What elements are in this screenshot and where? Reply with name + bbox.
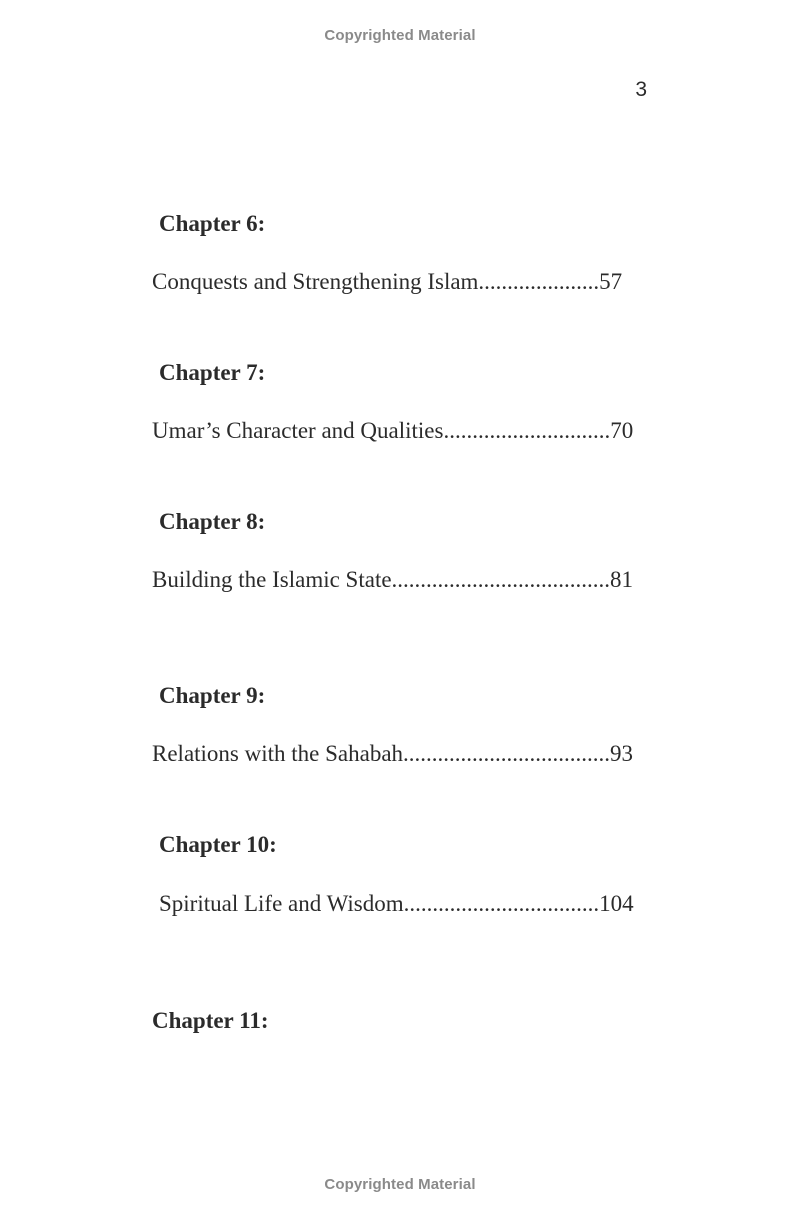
- toc-entry: Spiritual Life and Wisdom..................................104: [159, 891, 634, 916]
- copyright-watermark-bottom: Copyrighted Material: [324, 1176, 476, 1193]
- chapter-heading: Chapter 11:: [152, 1008, 269, 1033]
- chapter-heading: Chapter 9:: [159, 683, 266, 708]
- chapter-heading: Chapter 6:: [159, 211, 266, 236]
- toc-entry: Building the Islamic State......................................81: [152, 567, 634, 592]
- chapter-heading: Chapter 10:: [159, 832, 277, 857]
- page-number: 3: [635, 78, 647, 101]
- toc-entry: Relations with the Sahabah....................................93: [152, 741, 634, 766]
- toc-entry: Conquests and Strengthening Islam.....................57: [152, 269, 623, 294]
- chapter-heading: Chapter 8:: [159, 509, 266, 534]
- chapter-heading: Chapter 7:: [159, 360, 266, 385]
- copyright-watermark-top: Copyrighted Material: [324, 27, 476, 44]
- toc-entry: Umar’s Character and Qualities.............................70: [152, 418, 634, 443]
